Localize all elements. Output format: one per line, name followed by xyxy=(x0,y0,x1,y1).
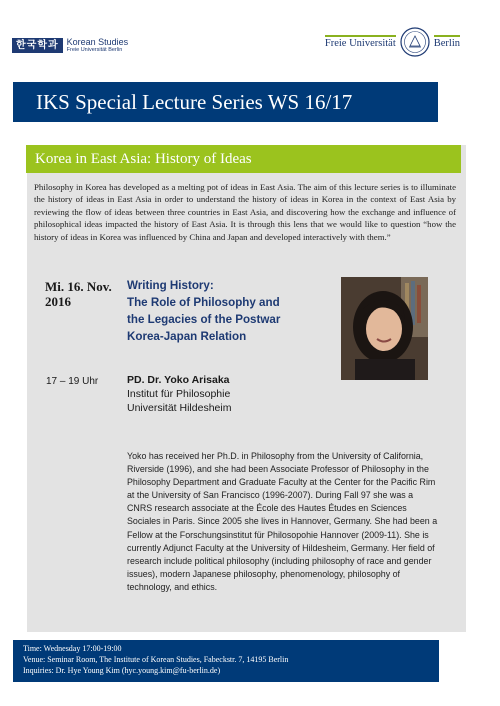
korean-studies-name: Korean Studies xyxy=(66,37,129,47)
fu-seal-icon xyxy=(400,27,430,57)
footer-venue: Venue: Seminar Room, The Institute of Korean Studies, Fabeckstr. 7, 14195 Berlin xyxy=(23,655,289,664)
korean-studies-wordmark xyxy=(67,38,129,54)
event-info-footer xyxy=(13,640,439,682)
talk-title-line: Writing History: xyxy=(127,279,214,292)
fu-berlin-logo xyxy=(325,27,460,57)
speaker-university: Universität Hildesheim xyxy=(127,402,232,414)
speaker-bio: Yoko has received her Ph.D. in Philosophy from the University of California, Riverside (1996), and she had been Associate Professor of Philosophy in the Philosophy Department and Graduate Faculty at the Center for the Pacific Rim at the University of San Francisco (1996-2007). During Fall 97 she was a CNRS research associate at the École des Hautes Études en Sciences Sociales in Paris. Since 2005 she lives in Hannover, Germany. She had been a Fellow at the Forschungsinstitut für Philosopohie Hannover (2009-11). She is currently Adjunct Faculty at the University of Hildesheim, Germany. Her field of research include political philosophy (including philosophy of race and gender issues), modern Japanese philosophy, phenomenology, philosophy of technology, and ethics. xyxy=(127,451,438,592)
speaker-institute: Institut für Philosophie xyxy=(127,388,231,400)
event-date-day: Mi. 16. Nov. xyxy=(45,279,112,294)
korean-studies-university: Freie Universität Berlin xyxy=(66,47,123,53)
fu-name: Freie Universität xyxy=(324,38,396,49)
talk-title xyxy=(127,277,327,345)
fu-city: Berlin xyxy=(433,38,460,49)
speaker-photo xyxy=(341,277,428,380)
speaker-info xyxy=(127,373,231,415)
event-time: 17 – 19 Uhr xyxy=(46,376,99,387)
talk-title-line: the Legacies of the Postwar xyxy=(127,313,281,326)
fu-berlin-wordmark xyxy=(325,35,396,49)
korean-studies-logo xyxy=(12,38,128,54)
section-title-bar xyxy=(26,145,461,173)
fu-city-wordmark xyxy=(434,35,460,49)
event-date xyxy=(45,279,112,309)
event-date-year: 2016 xyxy=(45,294,71,309)
intro-paragraph: Philosophy in Korea has developed as a melting pot of ideas in East Asia. The aim of this lecture series is to illuminate the history of ideas in East Asia in order to understand the history of ideas in Korea in the context of East Asia by reviewing the flow of ideas between three countries in East Asia, and discovering how the exchange and influence of philosophical ideas impacted the history of East Asia. It is through this lens that we would like to question “how the history of ideas in Korea was influenced by China and Japan and developed interactively with them.” xyxy=(34,182,456,242)
talk-title-line: Korea-Japan Relation xyxy=(127,330,247,343)
korean-studies-hangul-mark: 한국학과 xyxy=(12,38,63,53)
speaker-portrait-icon xyxy=(341,277,428,380)
series-title: IKS Special Lecture Series WS 16/17 xyxy=(36,90,353,114)
speaker-name: PD. Dr. Yoko Arisaka xyxy=(127,374,230,386)
talk-title-line: The Role of Philosophy and xyxy=(127,296,280,309)
footer-inquiries: Inquiries: Dr. Hye Young Kim (hyc.young.kim@fu-berlin.de) xyxy=(23,666,221,675)
section-title: Korea in East Asia: History of Ideas xyxy=(35,151,252,167)
series-title-bar xyxy=(13,82,438,122)
footer-time: Time: Wednesday 17:00-19:00 xyxy=(23,644,122,653)
